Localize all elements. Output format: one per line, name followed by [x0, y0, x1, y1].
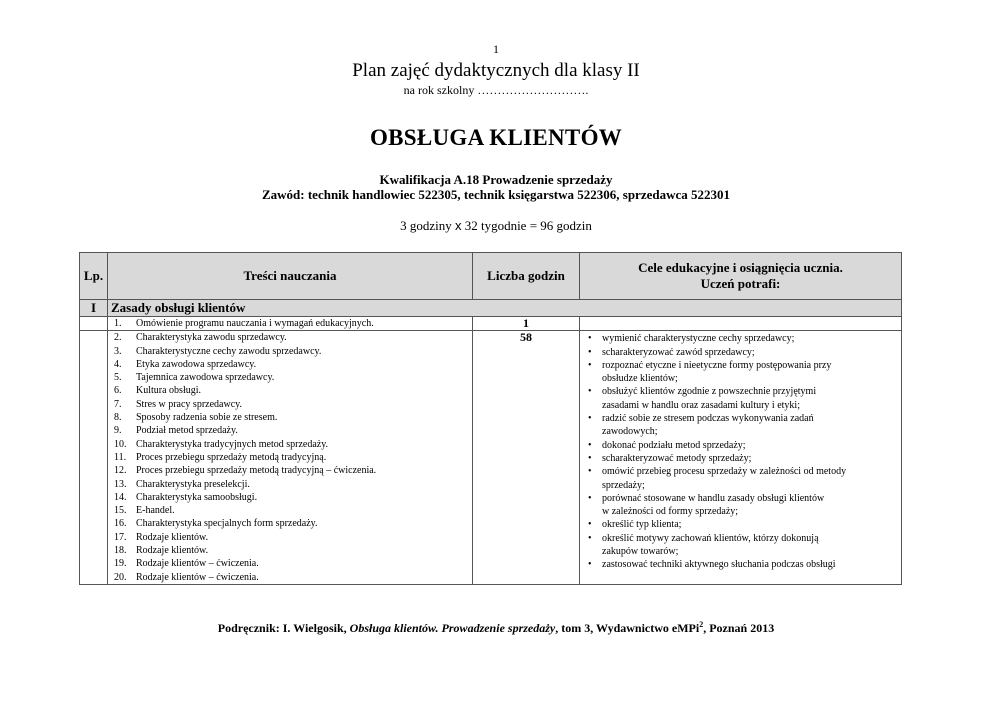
- topic-item: [114, 464, 472, 477]
- topic-text: Charakterystyka specjalnych form sprzedaży.: [136, 518, 318, 530]
- intro-goals: [580, 317, 902, 331]
- goal-item: • określić motywy zachowań klientów, którzy dokonują: [588, 532, 897, 545]
- footer-book-title: Obsługa klientów. Prowadzenie sprzedaży: [349, 621, 556, 635]
- topic-text: Charakterystyka zawodu sprzedawcy.: [136, 332, 287, 344]
- topic-text: Sposoby radzenia sobie ze stresem.: [136, 412, 278, 424]
- topic-item: [114, 544, 472, 557]
- topic-number: 12.: [114, 465, 127, 477]
- topic-item: [114, 531, 472, 544]
- goal-item-continuation: zakupów towarów;: [602, 546, 679, 558]
- topic-number: 18.: [114, 545, 127, 557]
- header-goals: [580, 253, 902, 300]
- topics-row: [80, 331, 902, 585]
- topic-number: 17.: [114, 531, 127, 543]
- topics-lp: [80, 331, 108, 585]
- intro-hours: 1: [473, 317, 580, 331]
- topic-item: [114, 491, 472, 504]
- footer-place-year: , Poznań 2013: [703, 621, 775, 635]
- intro-content: [108, 317, 473, 331]
- topic-text: Tajemnica zawodowa sprzedawcy.: [136, 372, 275, 384]
- goal-item: • scharakteryzować metody sprzedaży;: [588, 452, 897, 465]
- header-goals-line2: Uczeń potrafi:: [700, 276, 781, 291]
- topic-number: 14.: [114, 491, 127, 503]
- goal-item: • omówić przebieg procesu sprzedaży w zależności od metody: [588, 465, 897, 478]
- footer-publisher: , tom 3, Wydawnictwo eMPi: [555, 621, 700, 635]
- topic-item: [114, 504, 472, 517]
- topic-text: Charakterystyczne cechy zawodu sprzedawcy.: [136, 345, 322, 357]
- school-year-line: na rok szkolny ……………………….: [403, 83, 589, 97]
- topic-text: Rodzaje klientów – ćwiczenia.: [136, 571, 259, 583]
- goal-item: • określić typ klienta;: [588, 518, 897, 531]
- header-content: Treści nauczania: [108, 253, 473, 300]
- topic-number: 20.: [114, 571, 127, 583]
- goal-item-continuation: sprzedaży;: [602, 479, 645, 491]
- multiply-sign: x: [454, 218, 462, 233]
- topic-number: 19.: [114, 558, 127, 570]
- topic-text: Etyka zawodowa sprzedawcy.: [136, 358, 257, 370]
- table-header-row: [80, 253, 902, 300]
- topic-text: Kultura obsługi.: [136, 385, 201, 397]
- topic-text: Rodzaje klientów.: [136, 545, 209, 557]
- topic-number: 13.: [114, 478, 127, 490]
- topic-text: Rodzaje klientów.: [136, 531, 209, 543]
- topic-number: 4.: [114, 358, 122, 370]
- goal-item: • wymienić charakterystyczne cechy sprzedawcy;: [588, 332, 897, 345]
- hours-per-week: 3 godziny: [400, 218, 452, 233]
- hours-summary: [0, 218, 992, 234]
- topic-number: 9.: [114, 425, 122, 437]
- topic-item: [114, 345, 472, 358]
- section-row: [80, 300, 902, 317]
- topic-number: 15.: [114, 505, 127, 517]
- textbook-reference: [0, 621, 992, 636]
- topic-item: [114, 438, 472, 451]
- goal-item: • zastosować techniki aktywnego słuchania podczas obsługi: [588, 558, 897, 571]
- topic-number: 10.: [114, 438, 127, 450]
- topic-text: Charakterystyka preselekcji.: [136, 478, 250, 490]
- header-lp: Lp.: [80, 253, 108, 300]
- profession-line: Zawód: technik handlowiec 522305, technik księgarstwa 522306, sprzedawca 522301: [261, 187, 730, 202]
- topic-text: Charakterystyka tradycyjnych metod sprzedaży.: [136, 438, 329, 450]
- topic-item: [114, 424, 472, 437]
- subject-title: OBSŁUGA KLIENTÓW: [369, 125, 623, 150]
- topic-number: 6.: [114, 385, 122, 397]
- goal-item: • dokonać podziału metod sprzedaży;: [588, 439, 897, 452]
- topic-item: [114, 478, 472, 491]
- intro-number: 1.: [114, 318, 122, 329]
- header-goals-line1: Cele edukacyjne i osiągnięcia ucznia.: [638, 260, 843, 275]
- qualification-line: Kwalifikacja A.18 Prowadzenie sprzedaży: [379, 172, 613, 187]
- topic-item: [114, 331, 472, 344]
- intro-text: Omówienie programu nauczania i wymagań edukacyjnych.: [136, 318, 374, 329]
- topics-content: [108, 331, 473, 585]
- topics-hours: 58: [473, 331, 580, 585]
- topic-text: Podział metod sprzedaży.: [136, 425, 238, 437]
- topic-text: Charakterystyka samoobsługi.: [136, 491, 258, 503]
- topic-number: 11.: [114, 451, 127, 463]
- topic-item: [114, 571, 472, 584]
- topic-text: Proces przebiegu sprzedaży metodą tradycyjną.: [136, 451, 327, 463]
- page-number: 1: [493, 42, 499, 56]
- goal-item-continuation: w zależności od formy sprzedaży;: [602, 506, 739, 518]
- topic-item: [114, 451, 472, 464]
- goal-item: • rozpoznać etyczne i nieetyczne formy postępowania przy: [588, 359, 897, 372]
- topic-number: 5.: [114, 372, 122, 384]
- topic-number: 3.: [114, 345, 122, 357]
- topics-goals: [580, 331, 902, 585]
- topic-item: [114, 517, 472, 530]
- curriculum-table: [79, 252, 902, 585]
- section-title: Zasady obsługi klientów: [108, 300, 902, 317]
- goal-item: • porównać stosowane w handlu zasady obsługi klientów: [588, 492, 897, 505]
- topic-list: [108, 331, 472, 584]
- footer-superscript: 2: [699, 620, 704, 629]
- intro-lp: [80, 317, 108, 331]
- topic-item: [114, 371, 472, 384]
- goal-item-continuation: obsłudze klientów;: [602, 373, 678, 385]
- topic-item: [114, 358, 472, 371]
- goal-item: • radzić sobie ze stresem podczas wykonywania zadań: [588, 412, 897, 425]
- goal-item-continuation: zasadami w handlu oraz zasadami kultury i etyki;: [602, 399, 800, 411]
- topic-item: [114, 384, 472, 397]
- topic-number: 7.: [114, 398, 122, 410]
- goal-item: • scharakteryzować zawód sprzedawcy;: [588, 346, 897, 359]
- hours-total: 32 tygodnie = 96 godzin: [464, 218, 592, 233]
- topic-item: [114, 398, 472, 411]
- header-hours: Liczba godzin: [473, 253, 580, 300]
- topic-number: 8.: [114, 412, 122, 424]
- document-title: Plan zajęć dydaktycznych dla klasy II: [352, 60, 640, 81]
- goal-item-continuation: zawodowych;: [602, 426, 658, 438]
- topic-text: Rodzaje klientów – ćwiczenia.: [136, 558, 259, 570]
- goal-item: • obsłużyć klientów zgodnie z powszechnie przyjętymi: [588, 385, 897, 398]
- topic-number: 2.: [114, 332, 122, 344]
- topic-text: Stres w pracy sprzedawcy.: [136, 398, 242, 410]
- footer-prefix: Podręcznik: I. Wielgosik,: [217, 621, 350, 635]
- topic-text: Proces przebiegu sprzedaży metodą tradycyjną – ćwiczenia.: [136, 465, 377, 477]
- intro-row: [80, 317, 902, 331]
- goal-list: [580, 331, 901, 571]
- topic-item: [114, 557, 472, 570]
- topic-item: [114, 411, 472, 424]
- section-number: I: [80, 300, 108, 317]
- topic-number: 16.: [114, 518, 127, 530]
- topic-text: E-handel.: [136, 505, 175, 517]
